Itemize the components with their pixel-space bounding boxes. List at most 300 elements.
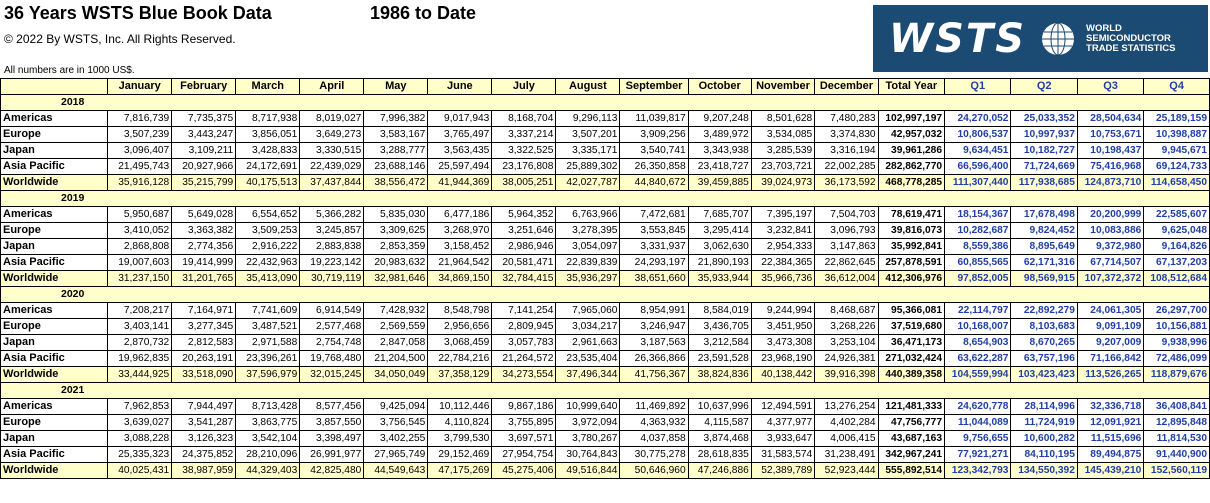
month-value-cell: 3,316,194 bbox=[815, 143, 878, 159]
table-row bbox=[1, 447, 1210, 463]
region-label: Worldwide bbox=[1, 463, 108, 479]
table-row bbox=[1, 399, 1210, 415]
month-value-cell: 32,015,245 bbox=[300, 367, 364, 383]
month-value-cell: 3,054,097 bbox=[556, 239, 620, 255]
month-value-cell: 28,210,096 bbox=[236, 447, 300, 463]
month-value-cell: 3,331,937 bbox=[620, 239, 688, 255]
month-value-cell: 38,987,959 bbox=[172, 463, 236, 479]
month-value-cell: 3,402,255 bbox=[364, 431, 428, 447]
month-value-cell: 4,363,932 bbox=[620, 415, 688, 431]
month-value-cell: 26,366,866 bbox=[620, 351, 688, 367]
month-value-cell: 7,504,703 bbox=[815, 207, 878, 223]
year-label: 2021 bbox=[1, 383, 1210, 399]
table-row bbox=[1, 127, 1210, 143]
month-value-cell: 3,245,857 bbox=[300, 223, 364, 239]
quarter-value-cell: 63,622,287 bbox=[945, 351, 1011, 367]
region-label: Asia Pacific bbox=[1, 255, 108, 271]
quarter-value-cell: 9,756,655 bbox=[945, 431, 1011, 447]
month-value-cell: 37,358,129 bbox=[428, 367, 492, 383]
month-value-cell: 30,775,278 bbox=[620, 447, 688, 463]
year-label: 2020 bbox=[1, 287, 1210, 303]
quarter-value-cell: 22,585,607 bbox=[1144, 207, 1210, 223]
month-value-cell: 8,019,027 bbox=[300, 111, 364, 127]
region-label: Americas bbox=[1, 303, 108, 319]
column-header: December bbox=[815, 79, 878, 95]
column-header: November bbox=[751, 79, 814, 95]
month-value-cell: 5,649,028 bbox=[172, 207, 236, 223]
month-value-cell: 20,927,966 bbox=[172, 159, 236, 175]
month-value-cell: 3,756,545 bbox=[364, 415, 428, 431]
quarter-value-cell: 89,494,875 bbox=[1077, 447, 1143, 463]
month-value-cell: 36,612,004 bbox=[815, 271, 878, 287]
month-value-cell: 24,293,197 bbox=[620, 255, 688, 271]
month-value-cell: 23,176,808 bbox=[492, 159, 556, 175]
quarter-value-cell: 152,560,119 bbox=[1144, 463, 1210, 479]
quarter-value-cell: 9,945,671 bbox=[1144, 143, 1210, 159]
table-header-row bbox=[1, 79, 1210, 95]
month-value-cell: 11,469,892 bbox=[620, 399, 688, 415]
month-value-cell: 7,944,497 bbox=[172, 399, 236, 415]
month-value-cell: 2,812,583 bbox=[172, 335, 236, 351]
month-value-cell: 3,335,171 bbox=[556, 143, 620, 159]
month-value-cell: 7,996,382 bbox=[364, 111, 428, 127]
quarter-value-cell: 26,297,700 bbox=[1144, 303, 1210, 319]
month-value-cell: 2,569,559 bbox=[364, 319, 428, 335]
month-value-cell: 30,719,119 bbox=[300, 271, 364, 287]
month-value-cell: 22,432,963 bbox=[236, 255, 300, 271]
month-value-cell: 25,889,302 bbox=[556, 159, 620, 175]
month-value-cell: 9,017,943 bbox=[428, 111, 492, 127]
quarter-value-cell: 10,156,881 bbox=[1144, 319, 1210, 335]
month-value-cell: 12,494,591 bbox=[751, 399, 814, 415]
quarter-value-cell: 107,372,372 bbox=[1077, 271, 1143, 287]
month-value-cell: 2,847,058 bbox=[364, 335, 428, 351]
year-label: 2018 bbox=[1, 95, 1210, 111]
month-value-cell: 20,581,471 bbox=[492, 255, 556, 271]
quarter-value-cell: 10,083,886 bbox=[1077, 223, 1143, 239]
month-value-cell: 3,277,345 bbox=[172, 319, 236, 335]
month-value-cell: 9,207,248 bbox=[688, 111, 751, 127]
month-value-cell: 3,295,414 bbox=[688, 223, 751, 239]
month-value-cell: 31,583,574 bbox=[751, 447, 814, 463]
quarter-value-cell: 17,678,498 bbox=[1011, 207, 1077, 223]
quarter-value-cell: 67,137,203 bbox=[1144, 255, 1210, 271]
total-year-cell: 78,619,471 bbox=[878, 207, 944, 223]
month-value-cell: 2,956,656 bbox=[428, 319, 492, 335]
quarter-value-cell: 24,620,778 bbox=[945, 399, 1011, 415]
month-value-cell: 8,584,019 bbox=[688, 303, 751, 319]
month-value-cell: 3,487,521 bbox=[236, 319, 300, 335]
quarter-value-cell: 10,997,937 bbox=[1011, 127, 1077, 143]
month-value-cell: 42,825,480 bbox=[300, 463, 364, 479]
month-value-cell: 7,735,375 bbox=[172, 111, 236, 127]
month-value-cell: 3,972,094 bbox=[556, 415, 620, 431]
quarter-value-cell: 114,658,450 bbox=[1144, 175, 1210, 191]
table-row bbox=[1, 319, 1210, 335]
quarter-value-cell: 9,164,826 bbox=[1144, 239, 1210, 255]
month-value-cell: 25,335,323 bbox=[108, 447, 172, 463]
month-value-cell: 22,784,216 bbox=[428, 351, 492, 367]
month-value-cell: 6,554,652 bbox=[236, 207, 300, 223]
month-value-cell: 2,754,748 bbox=[300, 335, 364, 351]
month-value-cell: 8,577,456 bbox=[300, 399, 364, 415]
quarter-value-cell: 36,408,841 bbox=[1144, 399, 1210, 415]
quarter-value-cell: 8,103,683 bbox=[1011, 319, 1077, 335]
month-value-cell: 24,172,691 bbox=[236, 159, 300, 175]
year-label: 2019 bbox=[1, 191, 1210, 207]
quarter-value-cell: 10,398,887 bbox=[1144, 127, 1210, 143]
quarter-value-cell: 9,091,109 bbox=[1077, 319, 1143, 335]
month-value-cell: 6,477,186 bbox=[428, 207, 492, 223]
month-value-cell: 3,057,783 bbox=[492, 335, 556, 351]
total-year-cell: 257,878,591 bbox=[878, 255, 944, 271]
month-value-cell: 37,437,844 bbox=[300, 175, 364, 191]
quarter-value-cell: 10,168,007 bbox=[945, 319, 1011, 335]
quarter-value-cell: 98,569,915 bbox=[1011, 271, 1077, 287]
month-value-cell: 24,375,852 bbox=[172, 447, 236, 463]
month-value-cell: 31,237,150 bbox=[108, 271, 172, 287]
month-value-cell: 6,914,549 bbox=[300, 303, 364, 319]
month-value-cell: 7,208,217 bbox=[108, 303, 172, 319]
month-value-cell: 3,268,970 bbox=[428, 223, 492, 239]
quarter-value-cell: 22,892,279 bbox=[1011, 303, 1077, 319]
month-value-cell: 2,916,222 bbox=[236, 239, 300, 255]
table-row bbox=[1, 463, 1210, 479]
table-row bbox=[1, 207, 1210, 223]
month-value-cell: 5,835,030 bbox=[364, 207, 428, 223]
month-value-cell: 7,480,283 bbox=[815, 111, 878, 127]
quarter-value-cell: 11,044,089 bbox=[945, 415, 1011, 431]
region-label: Europe bbox=[1, 223, 108, 239]
quarter-value-cell: 69,124,733 bbox=[1144, 159, 1210, 175]
month-value-cell: 2,883,838 bbox=[300, 239, 364, 255]
quarter-value-cell: 28,114,996 bbox=[1011, 399, 1077, 415]
month-value-cell: 36,173,592 bbox=[815, 175, 878, 191]
month-value-cell: 8,954,991 bbox=[620, 303, 688, 319]
year-row bbox=[1, 383, 1210, 399]
month-value-cell: 3,251,646 bbox=[492, 223, 556, 239]
month-value-cell: 3,278,395 bbox=[556, 223, 620, 239]
table-row bbox=[1, 175, 1210, 191]
quarter-value-cell: 9,207,009 bbox=[1077, 335, 1143, 351]
month-value-cell: 3,096,793 bbox=[815, 223, 878, 239]
month-value-cell: 3,507,201 bbox=[556, 127, 620, 143]
month-value-cell: 3,330,515 bbox=[300, 143, 364, 159]
month-value-cell: 34,050,049 bbox=[364, 367, 428, 383]
total-year-cell: 412,306,976 bbox=[878, 271, 944, 287]
month-value-cell: 26,350,858 bbox=[620, 159, 688, 175]
column-header: August bbox=[556, 79, 620, 95]
month-value-cell: 7,816,739 bbox=[108, 111, 172, 127]
region-label: Japan bbox=[1, 431, 108, 447]
month-value-cell: 47,246,886 bbox=[688, 463, 751, 479]
quarter-value-cell: 9,824,452 bbox=[1011, 223, 1077, 239]
region-label: Worldwide bbox=[1, 367, 108, 383]
month-value-cell: 2,870,732 bbox=[108, 335, 172, 351]
quarter-value-cell: 12,895,848 bbox=[1144, 415, 1210, 431]
quarter-value-cell: 123,342,793 bbox=[945, 463, 1011, 479]
month-value-cell: 4,115,587 bbox=[688, 415, 751, 431]
month-value-cell: 3,288,777 bbox=[364, 143, 428, 159]
logo-line-2: SEMICONDUCTOR bbox=[1086, 32, 1171, 44]
month-value-cell: 32,981,646 bbox=[364, 271, 428, 287]
total-year-cell: 342,967,241 bbox=[878, 447, 944, 463]
month-value-cell: 2,868,808 bbox=[108, 239, 172, 255]
month-value-cell: 26,991,977 bbox=[300, 447, 364, 463]
month-value-cell: 3,374,830 bbox=[815, 127, 878, 143]
unit-note: All numbers are in 1000 US$. bbox=[4, 65, 135, 76]
region-label: Europe bbox=[1, 127, 108, 143]
table-row bbox=[1, 159, 1210, 175]
month-value-cell: 5,964,352 bbox=[492, 207, 556, 223]
quarter-value-cell: 11,515,696 bbox=[1077, 431, 1143, 447]
month-value-cell: 3,649,273 bbox=[300, 127, 364, 143]
month-value-cell: 49,516,844 bbox=[556, 463, 620, 479]
column-header: Q4 bbox=[1144, 79, 1210, 95]
month-value-cell: 22,439,029 bbox=[300, 159, 364, 175]
month-value-cell: 35,413,090 bbox=[236, 271, 300, 287]
month-value-cell: 3,799,530 bbox=[428, 431, 492, 447]
column-header: Q3 bbox=[1077, 79, 1143, 95]
month-value-cell: 22,862,645 bbox=[815, 255, 878, 271]
month-value-cell: 3,410,052 bbox=[108, 223, 172, 239]
month-value-cell: 3,874,468 bbox=[688, 431, 751, 447]
total-year-cell: 95,366,081 bbox=[878, 303, 944, 319]
month-value-cell: 7,428,932 bbox=[364, 303, 428, 319]
column-header: May bbox=[364, 79, 428, 95]
month-value-cell: 2,954,333 bbox=[751, 239, 814, 255]
quarter-value-cell: 108,512,684 bbox=[1144, 271, 1210, 287]
month-value-cell: 35,933,944 bbox=[688, 271, 751, 287]
month-value-cell: 7,962,853 bbox=[108, 399, 172, 415]
month-value-cell: 23,688,146 bbox=[364, 159, 428, 175]
month-value-cell: 10,999,640 bbox=[556, 399, 620, 415]
month-value-cell: 50,646,960 bbox=[620, 463, 688, 479]
month-value-cell: 22,839,839 bbox=[556, 255, 620, 271]
column-header: June bbox=[428, 79, 492, 95]
month-value-cell: 4,377,977 bbox=[751, 415, 814, 431]
quarter-value-cell: 10,282,687 bbox=[945, 223, 1011, 239]
month-value-cell: 39,459,885 bbox=[688, 175, 751, 191]
report-title: 36 Years WSTS Blue Book Data bbox=[4, 3, 272, 23]
month-value-cell: 27,954,754 bbox=[492, 447, 556, 463]
month-value-cell: 3,187,563 bbox=[620, 335, 688, 351]
month-value-cell: 19,007,603 bbox=[108, 255, 172, 271]
month-value-cell: 3,639,027 bbox=[108, 415, 172, 431]
month-value-cell: 37,596,979 bbox=[236, 367, 300, 383]
month-value-cell: 3,553,845 bbox=[620, 223, 688, 239]
month-value-cell: 52,923,444 bbox=[815, 463, 878, 479]
globe-icon bbox=[1040, 21, 1076, 57]
quarter-value-cell: 11,814,530 bbox=[1144, 431, 1210, 447]
month-value-cell: 3,088,228 bbox=[108, 431, 172, 447]
quarter-value-cell: 134,550,392 bbox=[1011, 463, 1077, 479]
logo-wordmark: WSTS bbox=[889, 15, 1027, 62]
month-value-cell: 31,238,491 bbox=[815, 447, 878, 463]
quarter-value-cell: 84,110,195 bbox=[1011, 447, 1077, 463]
quarter-value-cell: 8,559,386 bbox=[945, 239, 1011, 255]
month-value-cell: 3,096,407 bbox=[108, 143, 172, 159]
month-value-cell: 3,507,239 bbox=[108, 127, 172, 143]
quarter-value-cell: 9,625,048 bbox=[1144, 223, 1210, 239]
month-value-cell: 33,518,090 bbox=[172, 367, 236, 383]
quarter-value-cell: 97,852,005 bbox=[945, 271, 1011, 287]
month-value-cell: 44,549,643 bbox=[364, 463, 428, 479]
total-year-cell: 39,816,073 bbox=[878, 223, 944, 239]
month-value-cell: 8,168,704 bbox=[492, 111, 556, 127]
month-value-cell: 21,964,542 bbox=[428, 255, 492, 271]
quarter-value-cell: 11,724,919 bbox=[1011, 415, 1077, 431]
table-row bbox=[1, 143, 1210, 159]
month-value-cell: 8,717,938 bbox=[236, 111, 300, 127]
region-label: Americas bbox=[1, 399, 108, 415]
month-value-cell: 7,965,060 bbox=[556, 303, 620, 319]
month-value-cell: 3,909,256 bbox=[620, 127, 688, 143]
month-value-cell: 33,444,925 bbox=[108, 367, 172, 383]
quarter-value-cell: 103,423,423 bbox=[1011, 367, 1077, 383]
month-value-cell: 3,246,947 bbox=[620, 319, 688, 335]
total-year-cell: 35,992,841 bbox=[878, 239, 944, 255]
month-value-cell: 34,869,150 bbox=[428, 271, 492, 287]
month-value-cell: 21,890,193 bbox=[688, 255, 751, 271]
month-value-cell: 38,651,660 bbox=[620, 271, 688, 287]
month-value-cell: 7,141,254 bbox=[492, 303, 556, 319]
quarter-value-cell: 60,855,565 bbox=[945, 255, 1011, 271]
month-value-cell: 3,509,253 bbox=[236, 223, 300, 239]
month-value-cell: 7,685,707 bbox=[688, 207, 751, 223]
month-value-cell: 3,428,833 bbox=[236, 143, 300, 159]
total-year-cell: 36,471,173 bbox=[878, 335, 944, 351]
month-value-cell: 9,244,994 bbox=[751, 303, 814, 319]
month-value-cell: 4,037,858 bbox=[620, 431, 688, 447]
quarter-value-cell: 10,753,671 bbox=[1077, 127, 1143, 143]
month-value-cell: 23,418,727 bbox=[688, 159, 751, 175]
table-row bbox=[1, 255, 1210, 271]
quarter-value-cell: 32,336,718 bbox=[1077, 399, 1143, 415]
quarter-value-cell: 9,372,980 bbox=[1077, 239, 1143, 255]
total-year-cell: 39,961,286 bbox=[878, 143, 944, 159]
month-value-cell: 3,232,841 bbox=[751, 223, 814, 239]
table-row bbox=[1, 351, 1210, 367]
month-value-cell: 23,535,404 bbox=[556, 351, 620, 367]
column-header: Total Year bbox=[878, 79, 944, 95]
month-value-cell: 23,968,190 bbox=[751, 351, 814, 367]
month-value-cell: 2,986,946 bbox=[492, 239, 556, 255]
quarter-value-cell: 9,634,451 bbox=[945, 143, 1011, 159]
quarter-value-cell: 124,873,710 bbox=[1077, 175, 1143, 191]
quarter-value-cell: 8,670,265 bbox=[1011, 335, 1077, 351]
blue-book-table bbox=[0, 78, 1210, 479]
month-value-cell: 9,296,113 bbox=[556, 111, 620, 127]
month-value-cell: 3,253,104 bbox=[815, 335, 878, 351]
month-value-cell: 40,138,442 bbox=[751, 367, 814, 383]
month-value-cell: 3,451,950 bbox=[751, 319, 814, 335]
quarter-value-cell: 28,504,634 bbox=[1077, 111, 1143, 127]
month-value-cell: 20,263,191 bbox=[172, 351, 236, 367]
month-value-cell: 4,402,284 bbox=[815, 415, 878, 431]
month-value-cell: 44,840,672 bbox=[620, 175, 688, 191]
quarter-value-cell: 20,200,999 bbox=[1077, 207, 1143, 223]
month-value-cell: 21,495,743 bbox=[108, 159, 172, 175]
logo-line-3: TRADE STATISTICS bbox=[1086, 42, 1176, 54]
quarter-value-cell: 71,724,669 bbox=[1011, 159, 1077, 175]
column-header: February bbox=[172, 79, 236, 95]
month-value-cell: 8,468,687 bbox=[815, 303, 878, 319]
total-year-cell: 47,756,777 bbox=[878, 415, 944, 431]
quarter-value-cell: 25,189,159 bbox=[1144, 111, 1210, 127]
month-value-cell: 34,273,554 bbox=[492, 367, 556, 383]
table-row bbox=[1, 335, 1210, 351]
quarter-value-cell: 10,600,282 bbox=[1011, 431, 1077, 447]
quarter-value-cell: 113,526,265 bbox=[1077, 367, 1143, 383]
quarter-value-cell: 66,596,400 bbox=[945, 159, 1011, 175]
month-value-cell: 52,389,789 bbox=[751, 463, 814, 479]
year-row bbox=[1, 191, 1210, 207]
month-value-cell: 9,867,186 bbox=[492, 399, 556, 415]
total-year-cell: 121,481,333 bbox=[878, 399, 944, 415]
month-value-cell: 3,343,938 bbox=[688, 143, 751, 159]
quarter-value-cell: 24,061,305 bbox=[1077, 303, 1143, 319]
logo-line-1: WORLD bbox=[1086, 22, 1122, 34]
month-value-cell: 8,501,628 bbox=[751, 111, 814, 127]
quarter-value-cell: 12,091,921 bbox=[1077, 415, 1143, 431]
month-value-cell: 32,784,415 bbox=[492, 271, 556, 287]
month-value-cell: 23,396,261 bbox=[236, 351, 300, 367]
month-value-cell: 3,068,459 bbox=[428, 335, 492, 351]
column-header: July bbox=[492, 79, 556, 95]
month-value-cell: 3,309,625 bbox=[364, 223, 428, 239]
region-label: Worldwide bbox=[1, 271, 108, 287]
region-label: Europe bbox=[1, 415, 108, 431]
month-value-cell: 7,472,681 bbox=[620, 207, 688, 223]
quarter-value-cell: 118,879,676 bbox=[1144, 367, 1210, 383]
region-label: Asia Pacific bbox=[1, 159, 108, 175]
month-value-cell: 3,583,167 bbox=[364, 127, 428, 143]
month-value-cell: 3,697,571 bbox=[492, 431, 556, 447]
month-value-cell: 2,577,468 bbox=[300, 319, 364, 335]
quarter-value-cell: 117,938,685 bbox=[1011, 175, 1077, 191]
month-value-cell: 3,398,497 bbox=[300, 431, 364, 447]
month-value-cell: 11,039,817 bbox=[620, 111, 688, 127]
month-value-cell: 7,741,609 bbox=[236, 303, 300, 319]
month-value-cell: 7,395,197 bbox=[751, 207, 814, 223]
month-value-cell: 3,933,647 bbox=[751, 431, 814, 447]
month-value-cell: 3,489,972 bbox=[688, 127, 751, 143]
month-value-cell: 39,916,398 bbox=[815, 367, 878, 383]
quarter-value-cell: 111,307,440 bbox=[945, 175, 1011, 191]
month-value-cell: 3,337,214 bbox=[492, 127, 556, 143]
quarter-value-cell: 22,114,797 bbox=[945, 303, 1011, 319]
month-value-cell: 35,916,128 bbox=[108, 175, 172, 191]
month-value-cell: 3,268,226 bbox=[815, 319, 878, 335]
month-value-cell: 39,024,973 bbox=[751, 175, 814, 191]
column-header: October bbox=[688, 79, 751, 95]
month-value-cell: 3,285,539 bbox=[751, 143, 814, 159]
total-year-cell: 282,862,770 bbox=[878, 159, 944, 175]
month-value-cell: 8,548,798 bbox=[428, 303, 492, 319]
month-value-cell: 2,774,356 bbox=[172, 239, 236, 255]
month-value-cell: 3,363,382 bbox=[172, 223, 236, 239]
month-value-cell: 3,542,104 bbox=[236, 431, 300, 447]
total-year-cell: 102,997,197 bbox=[878, 111, 944, 127]
month-value-cell: 3,856,051 bbox=[236, 127, 300, 143]
quarter-value-cell: 24,270,052 bbox=[945, 111, 1011, 127]
month-value-cell: 10,637,996 bbox=[688, 399, 751, 415]
month-value-cell: 3,534,085 bbox=[751, 127, 814, 143]
month-value-cell: 3,541,287 bbox=[172, 415, 236, 431]
quarter-value-cell: 10,198,437 bbox=[1077, 143, 1143, 159]
month-value-cell: 3,436,705 bbox=[688, 319, 751, 335]
